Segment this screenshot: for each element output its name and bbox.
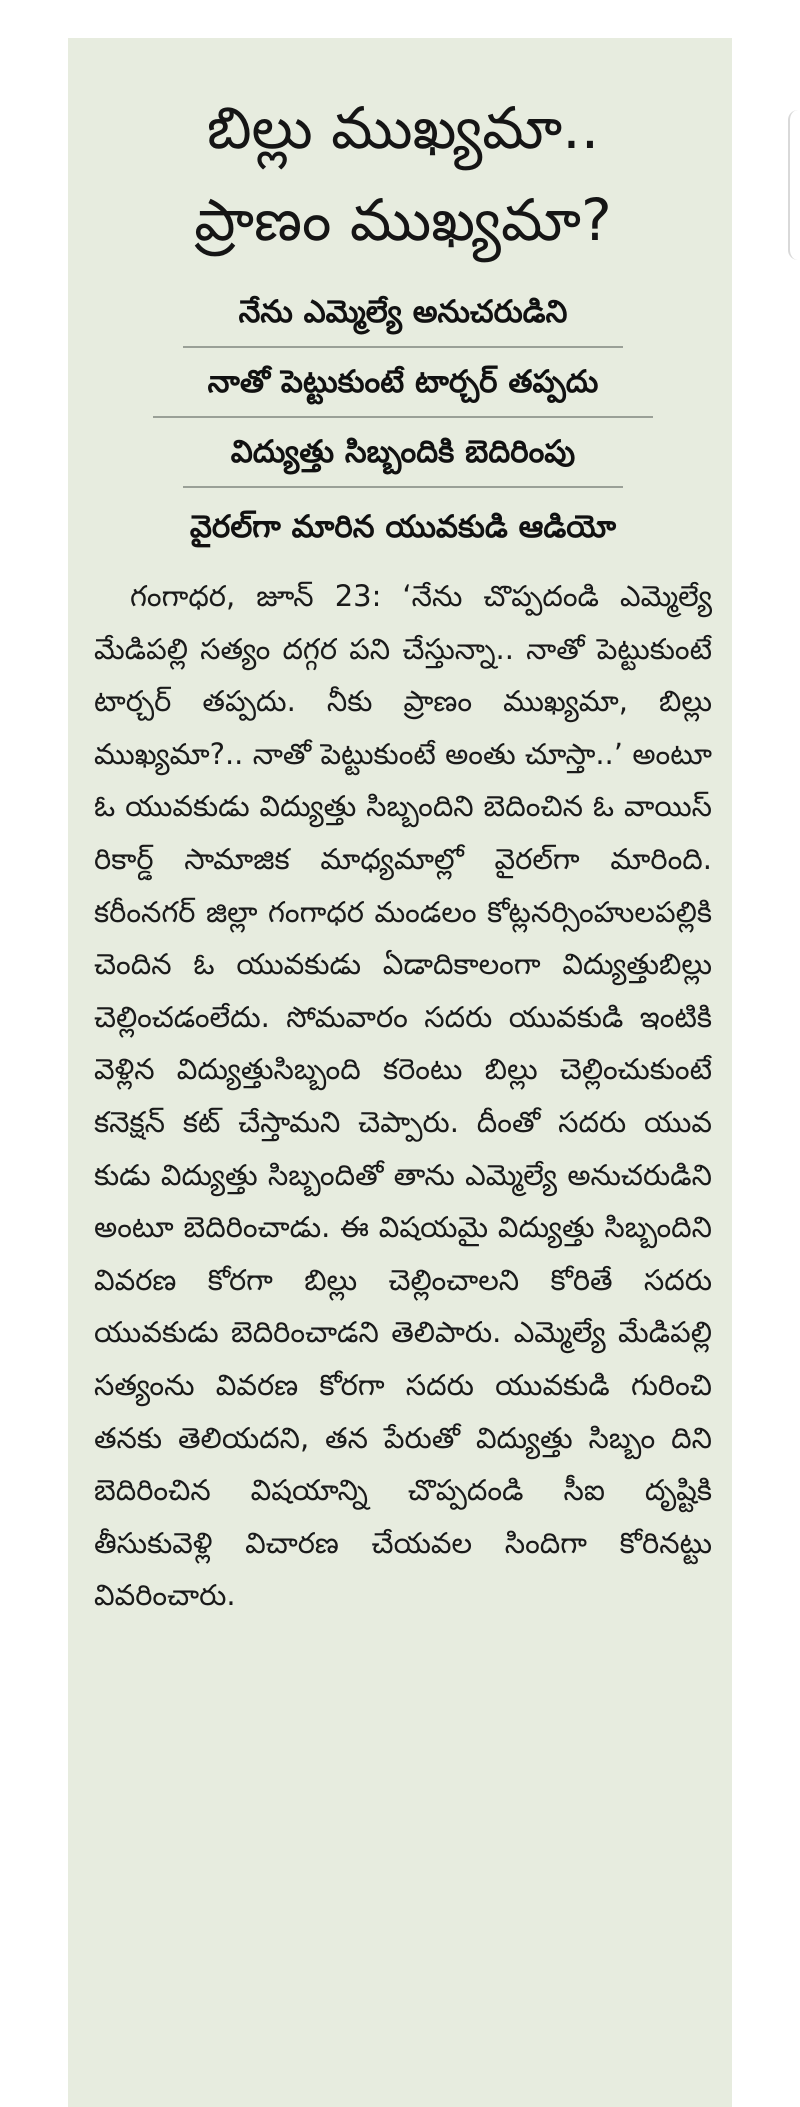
subhead-1: నేను ఎమ్మెల్యే అనుచరుడిని — [238, 294, 568, 330]
subhead-2: నాతో పెట్టుకుంటే టార్చర్ తప్పదు — [207, 364, 599, 400]
newspaper-clipping — [68, 38, 732, 2107]
subhead-divider — [183, 486, 623, 488]
subhead-divider — [153, 416, 653, 418]
subhead-3: విద్యుత్తు సిబ్బందికి బెదిరింపు — [230, 434, 576, 470]
subheads — [94, 288, 712, 488]
adjacent-column-edge — [788, 110, 798, 260]
article-body-text: ‘నేను చొప్పదండి ఎమ్మెల్యే మేడిపల్లి సత్యం దగ్గర పని చేస్తున్నా.. నాతో పెట్టుకుంటే టార్చర్ తప్పదు. నీకు ప్రాణం ముఖ్యమా, బిల్లు ముఖ్యమా?.. నాతో పెట్టుకుంటే అంతు చూస్తా..’ అంటూ ఓ యువకుడు విద్యుత్తు సిబ్బందిని బెదించిన ఓ వాయిస్ రికార్డ్ సామాజిక మాధ్యమాల్లో వైరల్‌గా మారింది. కరీంనగర్ జిల్లా గంగాధర మండలం కోట్లనర్సింహులపల్లికి చెందిన ఓ యువకుడు ఏడాదికాలంగా విద్యుత్తుబిల్లు చెల్లించడంలేదు. సోమవారం సదరు యువకుడి ఇంటికి వెళ్లిన విద్యుత్తుసిబ్బంది కరెంటు బిల్లు చెల్లించుకుంటే కనెక్షన్ కట్ చేస్తామని చెప్పారు. దీంతో సదరు యువ కుడు విద్యుత్తు సిబ్బందితో తాను ఎమ్మెల్యే అనుచరుడిని అంటూ బెదిరించాడు. ఈ విషయమై విద్యుత్తు సిబ్బందిని వివరణ కోరగా బిల్లు చెల్లించాలని కోరితే సదరు యువకుడు బెదిరించాడని తెలిపారు. ఎమ్మెల్యే మేడిపల్లి సత్యంను వివరణ కోరగా సదరు యువకుడి గురించి తనకు తెలియదని, తన పేరుతో విద్యుత్తు సిబ్బం దిని బెదిరించిన విషయాన్ని చొప్పదండి సీఐ దృష్టికి తీసుకువెళ్లి విచారణ చేయవల సిందిగా కోరినట్టు వివరించారు. — [94, 579, 712, 1613]
deck-line: వైరల్‌గా మారిన యువకుడి ఆడియో — [189, 509, 617, 545]
headline-line-1: బిల్లు ముఖ్యమా.. — [206, 94, 600, 162]
subhead-divider — [183, 346, 623, 348]
headline — [94, 82, 712, 266]
dateline: గంగాధర, జూన్ 23: — [130, 579, 382, 613]
article-body — [94, 570, 712, 1622]
headline-line-2: ప్రాణం ముఖ్యమా? — [194, 186, 612, 254]
